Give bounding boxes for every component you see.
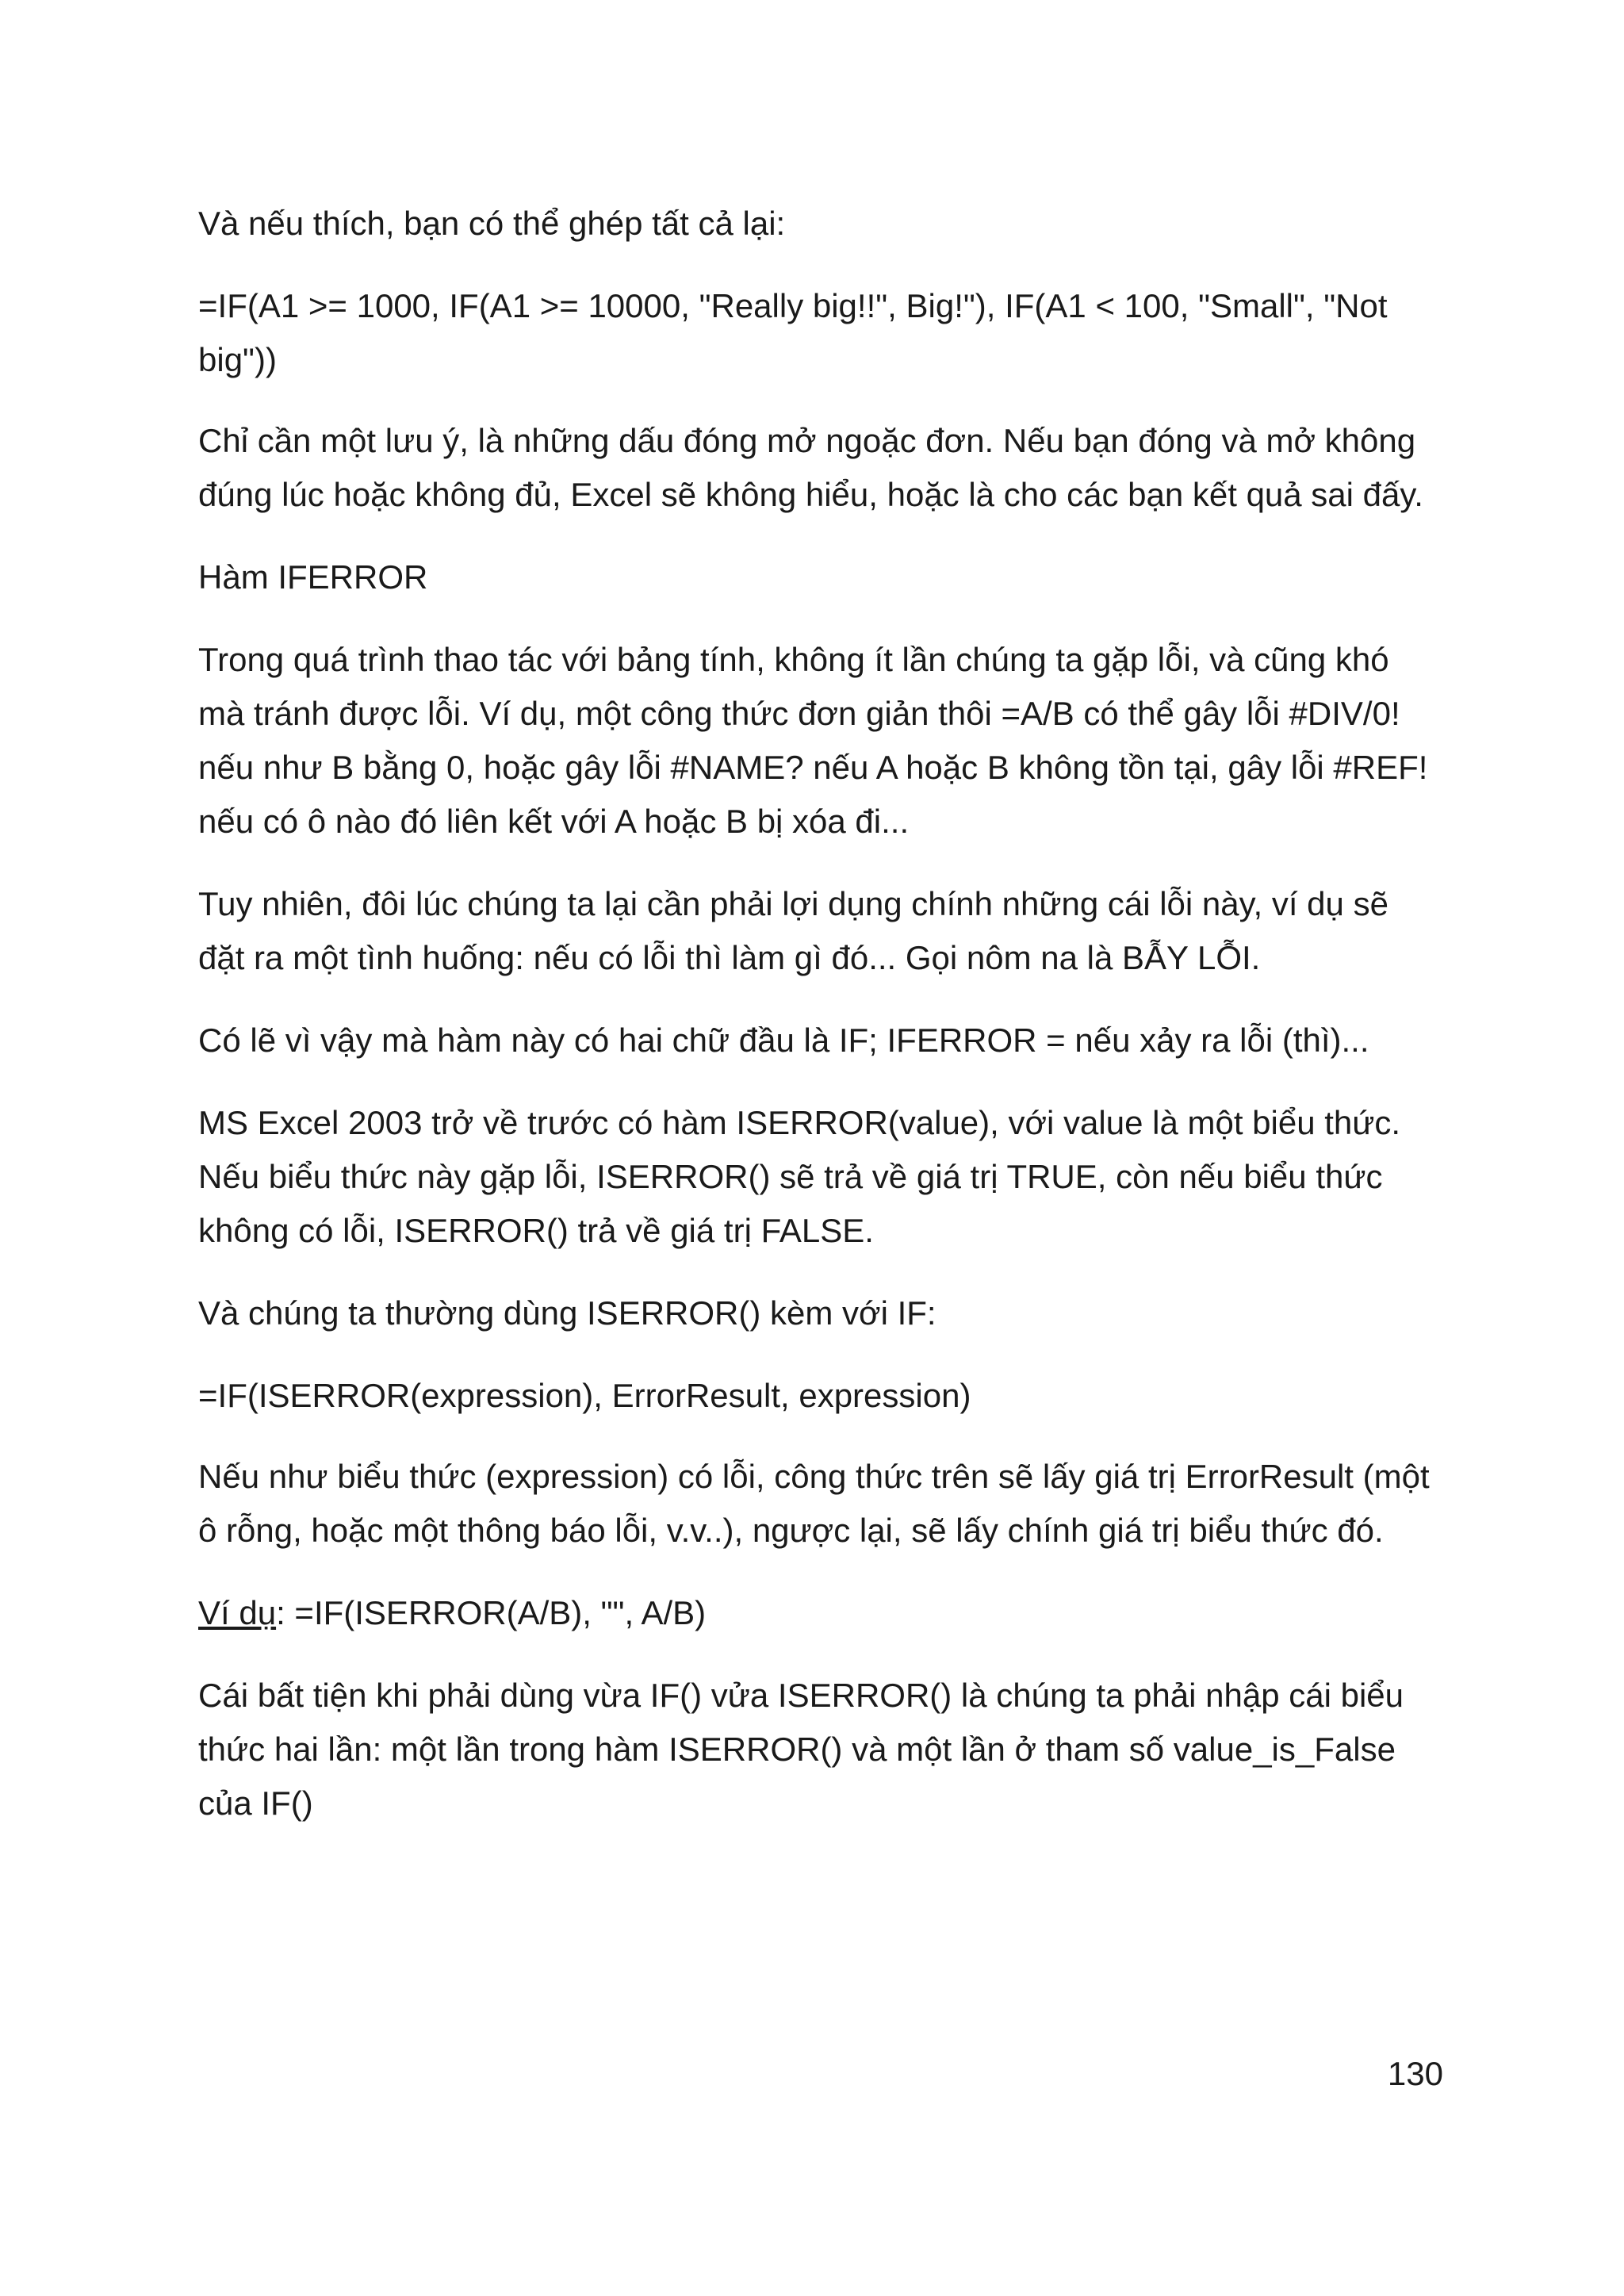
paragraph-closing: Cái bất tiện khi phải dùng vừa IF() vửa ISERROR() là chúng ta phải nhập cái biểu thức hai lần: một lần trong hàm ISERROR() và một lần ở tham số value_is_False của IF() [198, 1677, 1404, 1822]
paragraph-parentheses-note: Chỉ cần một lưu ý, là những dấu đóng mở ngoặc đơn. Nếu bạn đóng và mở không đúng lúc hoặc không đủ, Excel sẽ không hiểu, hoặc là cho các bạn kết quả sai đấy. [198, 422, 1423, 513]
formula-nested-if: =IF(A1 >= 1000, IF(A1 >= 10000, "Really big!!", Big!"), IF(A1 < 100, "Small", "Not big")) [198, 287, 1388, 378]
paragraph-errors: Trong quá trình thao tác với bảng tính, không ít lần chúng ta gặp lỗi, và cũng khó mà tránh được lỗi. Ví dụ, một công thức đơn giản thôi =A/B có thể gây lỗi #DIV/0! nếu như B bằng 0, hoặc gây lỗi #NAME? nếu A hoặc B không tồn tại, gây lỗi #REF! nếu có ô nào đó liên kết với A hoặc B bị xóa đi... [198, 641, 1428, 840]
paragraph-error-result: Nếu như biểu thức (expression) có lỗi, công thức trên sẽ lấy giá trị ErrorResult (một ô rỗng, hoặc một thông báo lỗi, v.v..), ngược lại, sẽ lấy chính giá trị biểu thức đó. [198, 1458, 1430, 1549]
section-heading-iferror: Hàm IFERROR [198, 558, 428, 596]
formula-iserror: =IF(ISERROR(expression), ErrorResult, expression) [198, 1377, 971, 1414]
page-content [198, 197, 1443, 1859]
paragraph-intro: Và nếu thích, bạn có thể ghép tất cả lại: [198, 205, 786, 242]
example-line [198, 1586, 1443, 1640]
paragraph-iserror: MS Excel 2003 trở về trước có hàm ISERROR(value), với value là một biểu thức. Nếu biểu thức này gặp lỗi, ISERROR() sẽ trả về giá trị TRUE, còn nếu biểu thức không có lỗi, ISERROR() trả về giá trị FALSE. [198, 1104, 1401, 1249]
paragraph-iferror-name: Có lẽ vì vậy mà hàm này có hai chữ đầu là IF; IFERROR = nếu xảy ra lỗi (thì)... [198, 1022, 1369, 1059]
example-label: Ví dụ [198, 1594, 277, 1631]
paragraph-error-trap: Tuy nhiên, đôi lúc chúng ta lại cần phải lợi dụng chính những cái lỗi này, ví dụ sẽ đặt ra một tình huống: nếu có lỗi thì làm gì đó... Gọi nôm na là BẪY LỖI. [198, 885, 1388, 976]
paragraph-iserror-with-if: Và chúng ta thường dùng ISERROR() kèm với IF: [198, 1294, 936, 1332]
page-number: 130 [1387, 2055, 1443, 2092]
example-formula: : =IF(ISERROR(A/B), "", A/B) [276, 1594, 707, 1631]
